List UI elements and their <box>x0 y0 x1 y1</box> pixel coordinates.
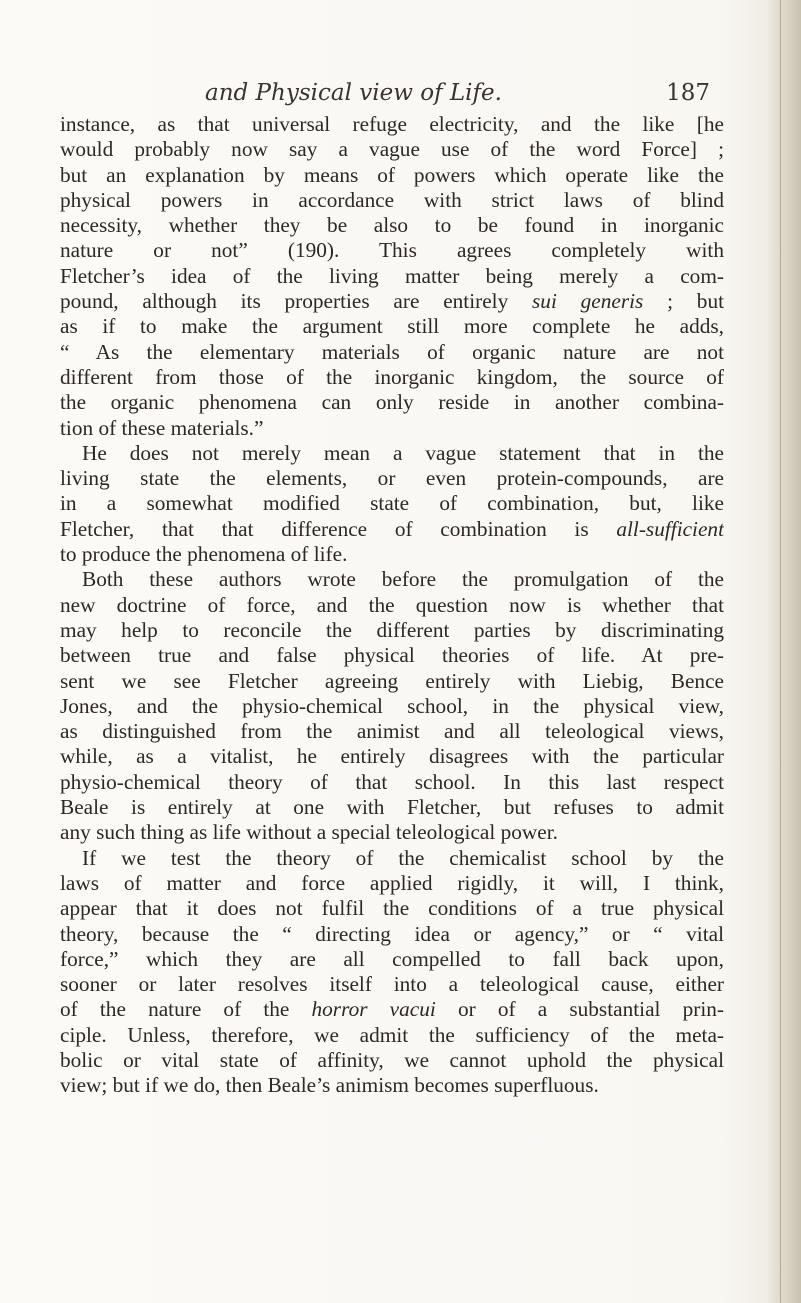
text-line: may help to reconcile the different parties by discriminating <box>60 617 724 642</box>
italic-phrase: sui generis <box>532 289 644 314</box>
text-line: would probably now say a vague use of the word Force] ; <box>60 137 724 162</box>
text-line: instance, as that universal refuge electricity, and the like [he <box>60 112 724 136</box>
text-line: in a somewhat modified state of combination, but, like <box>60 491 724 516</box>
text-line: but an explanation by means of powers which operate like the <box>60 162 724 187</box>
text-line: theory, because the “ directing idea or agency,” or “ vital <box>60 921 724 946</box>
text-line: “ As the elementary materials of organic nature are not <box>60 339 724 364</box>
text-line: force,” which they are all compelled to fall back upon, <box>60 946 724 971</box>
text-line: necessity, whether they be also to be found in inorganic <box>60 213 724 238</box>
text-line: sent we see Fletcher agreeing entirely with Liebig, Bence <box>60 668 724 693</box>
body-text <box>60 112 724 1099</box>
page-edge-line <box>780 0 781 1303</box>
page-edge-shadow <box>767 0 801 1303</box>
text-line: nature or not” (190). This agrees completely with <box>60 238 724 263</box>
text-segment: of the nature of the <box>60 997 312 1022</box>
text-line: Jones, and the physio-chemical school, in the physical view, <box>60 693 724 718</box>
text-line: sooner or later resolves itself into a teleological cause, either <box>60 972 724 997</box>
text-line: tion of these materials.” <box>60 415 264 440</box>
italic-phrase: all-sufficient <box>616 516 724 541</box>
page-number: 187 <box>666 80 710 106</box>
text-segment: pound, although its properties are entirely <box>60 289 533 314</box>
text-line: view; but if we do, then Beale’s animism becomes superfluous. <box>60 1073 599 1098</box>
text-segment: or of a substantial prin- <box>435 997 724 1022</box>
text-line: physical powers in accordance with strict laws of blind <box>60 187 724 212</box>
text-line: different from those of the inorganic kingdom, the source of <box>60 364 724 389</box>
text-line: ciple. Unless, therefore, we admit the sufficiency of the meta- <box>60 1022 724 1047</box>
text-line: Both these authors wrote before the promulgation of the <box>82 567 724 592</box>
text-segment: Fletcher, that that difference of combination is <box>60 516 617 541</box>
text-line: while, as a vitalist, he entirely disagrees with the particular <box>60 744 724 769</box>
text-line: bolic or vital state of affinity, we cannot uphold the physical <box>60 1047 724 1072</box>
text-line: living state the elements, or even protein-compounds, are <box>60 466 724 491</box>
text-line: Fletcher’s idea of the living matter being merely a com- <box>60 263 724 288</box>
text-line: any such thing as life without a special teleological power. <box>60 820 558 845</box>
text-line: to produce the phenomena of life. <box>60 542 348 567</box>
text-line: appear that it does not fulfil the conditions of a true physical <box>60 896 724 921</box>
text-line: laws of matter and force applied rigidly, it will, I think, <box>60 870 724 895</box>
text-line <box>60 997 724 1022</box>
text-line: as if to make the argument still more complete he adds, <box>60 314 724 339</box>
text-line: between true and false physical theories of life. At pre- <box>60 643 724 668</box>
text-line: new doctrine of force, and the question now is whether that <box>60 592 724 617</box>
text-line: He does not merely mean a vague statement that in the <box>82 440 724 465</box>
text-line: physio-chemical theory of that school. In this last respect <box>60 769 724 794</box>
text-line <box>60 517 724 542</box>
text-line <box>60 289 724 314</box>
page-header <box>60 70 724 110</box>
text-line: Beale is entirely at one with Fletcher, but refuses to admit <box>60 795 724 820</box>
text-line: as distinguished from the animist and all teleological views, <box>60 719 724 744</box>
text-line: If we test the theory of the chemicalist school by the <box>82 845 724 870</box>
running-head: and Physical view of Life. <box>205 80 502 106</box>
text-line: the organic phenomena can only reside in another combina- <box>60 390 724 415</box>
italic-phrase: horror vacui <box>311 997 436 1022</box>
text-segment: ; but <box>643 289 724 314</box>
